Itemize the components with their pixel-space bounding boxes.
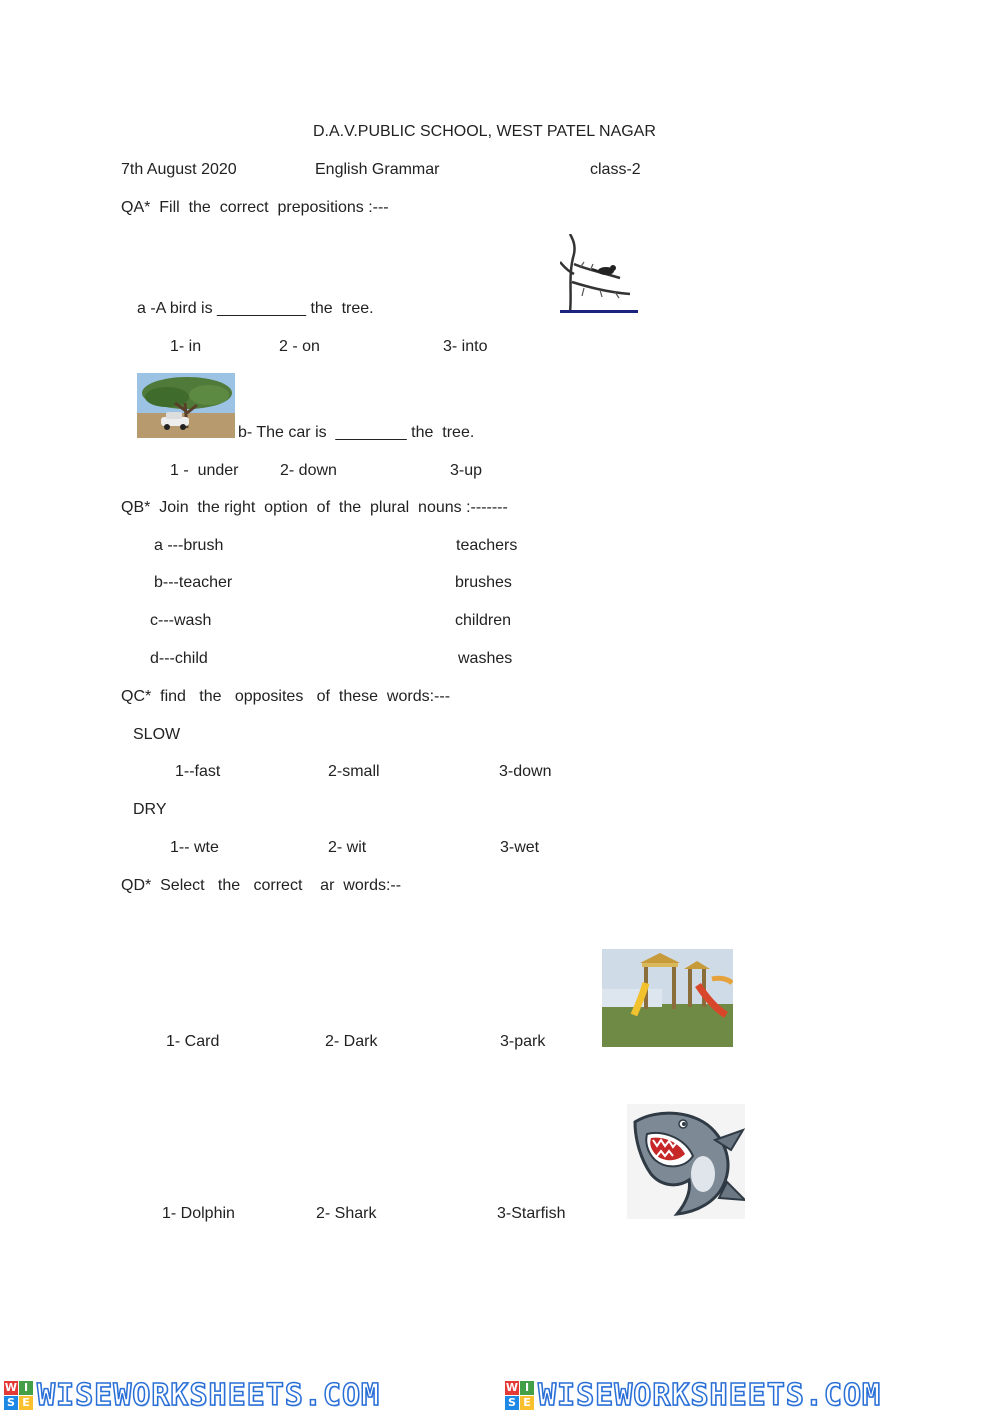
qd-heading: QD* Select the correct ar words:-- <box>121 877 402 894</box>
qa-a-sentence: a -A bird is __________ the tree. <box>137 300 374 317</box>
brand-tile: S <box>4 1396 18 1410</box>
qb-right-item: children <box>455 612 512 629</box>
qc-word-dry: DRY <box>133 801 167 818</box>
qc-slow-option-3: 3-down <box>499 763 552 780</box>
qc-dry-option-3: 3-wet <box>500 839 540 856</box>
qb-left-item: d---child <box>150 650 208 667</box>
brand-logo <box>4 1378 380 1413</box>
worksheet-class: class-2 <box>590 161 641 178</box>
qb-right-item: brushes <box>455 574 512 591</box>
qb-left-item: a ---brush <box>154 537 224 554</box>
worksheet-date: 7th August 2020 <box>121 161 237 178</box>
qc-dry-option-1: 1-- wte <box>170 839 219 856</box>
qa-a-option-1: 1- in <box>170 338 202 355</box>
brand-tile: W <box>505 1381 519 1394</box>
shark-image <box>627 1104 745 1219</box>
brand-tile: S <box>505 1396 519 1410</box>
qc-dry-option-2: 2- wit <box>328 839 367 856</box>
brand-tile: W <box>4 1381 18 1394</box>
qb-left-item: c---wash <box>150 612 212 629</box>
bird-on-tree-image <box>560 234 638 316</box>
qc-slow-option-1: 1--fast <box>175 763 221 780</box>
brand-tile: I <box>19 1381 33 1395</box>
qb-right-item: teachers <box>456 537 518 554</box>
brand-name: WISEWORKSHEETS.COM <box>37 1378 381 1413</box>
car-under-tree-image <box>137 373 235 438</box>
qb-left-item: b---teacher <box>154 574 233 591</box>
school-title: D.A.V.PUBLIC SCHOOL, WEST PATEL NAGAR <box>313 123 656 140</box>
qd-park-option-3: 3-park <box>500 1033 546 1050</box>
worksheet-subject: English Grammar <box>315 161 440 178</box>
brand-name: WISEWORKSHEETS.COM <box>538 1378 882 1413</box>
qd-park-option-2: 2- Dark <box>325 1033 378 1050</box>
qb-heading: QB* Join the right option of the plural nouns :------- <box>121 499 508 516</box>
brand-tile: I <box>520 1381 534 1395</box>
brand-tile: E <box>19 1396 33 1410</box>
qd-shark-option-1: 1- Dolphin <box>162 1205 235 1222</box>
qa-b-option-1: 1 - under <box>170 462 239 479</box>
qd-shark-option-3: 3-Starfish <box>497 1205 566 1222</box>
brand-tile: E <box>520 1396 534 1410</box>
park-image <box>602 949 733 1047</box>
qa-b-sentence: b- The car is ________ the tree. <box>238 424 475 441</box>
qa-a-option-2: 2 - on <box>279 338 320 355</box>
qa-a-option-3: 3- into <box>443 338 488 355</box>
qd-shark-option-2: 2- Shark <box>316 1205 377 1222</box>
qb-right-item: washes <box>458 650 513 667</box>
brand-tiles-icon <box>505 1381 534 1410</box>
qa-b-option-3: 3-up <box>450 462 483 479</box>
footer-watermark <box>0 1378 1000 1413</box>
qd-park-option-1: 1- Card <box>166 1033 220 1050</box>
brand-tiles-icon <box>4 1381 33 1410</box>
qa-b-option-2: 2- down <box>280 462 337 479</box>
qc-slow-option-2: 2-small <box>328 763 380 780</box>
brand-logo <box>505 1378 881 1413</box>
qa-heading: QA* Fill the correct prepositions :--- <box>121 199 389 216</box>
qc-heading: QC* find the opposites of these words:--- <box>121 688 451 705</box>
qc-word-slow: SLOW <box>133 726 181 743</box>
